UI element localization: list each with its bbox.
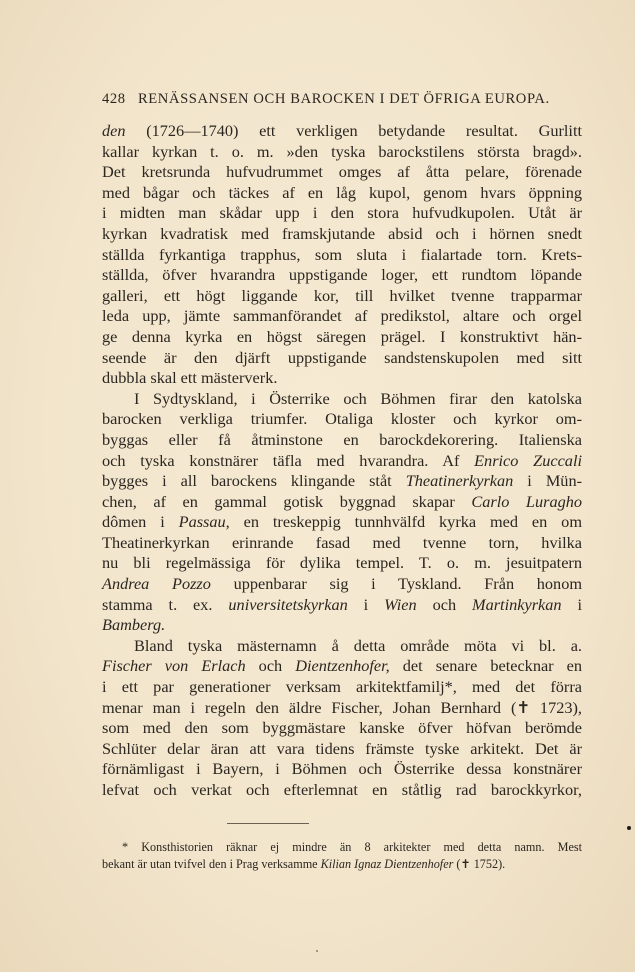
text-line: Theatinerkyrkan erinrande fasad med tvenne torn, hvilka (102, 532, 582, 552)
text-line: seende är den djärft uppstigande sandstenskupolen med sitt (102, 347, 582, 367)
text-line: kallar kyrkan t. o. m. »den tyska barockstilens största bragd». (102, 141, 582, 161)
running-title: RENÄSSANSEN OCH BAROCKEN I DET ÖFRIGA EUROPA. (137, 91, 550, 107)
text-line: förnämligast i Bayern, i Böhmen och Österrike dessa konstnärer (102, 759, 582, 779)
text-line: dômen i Passau, en treskeppig tunnhvälfd kyrka med en om (102, 512, 582, 532)
footnote-divider (227, 823, 309, 824)
text-line: Andrea Pozzo uppenbarar sig i Tyskland. Från honom (102, 574, 582, 594)
text-line: Fischer von Erlach och Dientzenhofer, det senare betecknar en (102, 656, 583, 676)
page-number: 428 (102, 91, 126, 107)
ink-spot-mark (316, 950, 318, 952)
paragraph-start-line: I Sydtyskland, i Österrike och Böhmen firar den katolska (134, 388, 582, 408)
text-line: nu bli regelmässiga för dylika tempel. T. o. m. jesuitpatern (102, 553, 582, 573)
text-line: i ett par generationer verksam arkitektfamilj*, med det förra (102, 677, 582, 697)
text-line: ställda, öfver hvarandra uppstigande loger, ett rundtom löpande (102, 265, 582, 285)
footnote-line: bekant är utan tvifvel den i Prag verksamme Kilian Ignaz Dientzenhofer (✝ 1752). (102, 857, 506, 871)
text-line: dubbla skal ett mästerverk. (102, 368, 278, 388)
ink-spot-mark (627, 826, 631, 830)
text-line: som med den som byggmästare kanske öfver höfvan berömde (102, 718, 582, 738)
footnote (102, 839, 582, 873)
footnote-line: * Konsthistorien räknar ej mindre än 8 arkitekter med detta namn. Mest (122, 840, 582, 854)
text-line: den (1726—1740) ett verkligen betydande resultat. Gurlitt (102, 121, 582, 140)
paragraph-start-line: Bland tyska mästernamn å detta område möta vi bl. a. (134, 635, 582, 655)
text-line: leda upp, jämte sammanförandet af predikstol, altare och orgel (102, 306, 582, 326)
text-line: Schlüter delar äran att vara tidens främste tyske arkitekt. Det är (102, 738, 582, 758)
text-line: kyrkan kvadratisk med framskjutande absid och i hörnen snedt (102, 223, 582, 243)
text-line: med bågar och täckes af en låg kupol, genom hvars öppning (102, 182, 582, 202)
text-line: chen, af en gammal gotisk byggnad skapar Carlo Luragho (102, 491, 583, 511)
text-line: lefvat och verkat och efterlemnat en ståtlig rad barockkyrkor, (102, 780, 582, 799)
text-line: ge denna kyrka en högst säregen prägel. I konstruktivt hän- (102, 326, 582, 346)
running-head (102, 91, 562, 108)
text-line: bygges i all barockens klingande ståt Theatinerkyrkan i Mün- (102, 471, 583, 491)
text-line: Bamberg. (102, 615, 166, 635)
body-text (102, 121, 582, 801)
text-line: byggas eller få åtminstone en barockdekorering. Italienska (102, 429, 582, 449)
text-line: ställda fyrkantiga trapphus, som sluta i fialartade torn. Krets- (102, 244, 582, 264)
text-line: galleri, ett högt liggande kor, till hvilket tvenne trapparmar (102, 285, 582, 305)
text-line: barocken verkliga triumfer. Otaliga kloster och kyrkor om- (102, 409, 582, 429)
text-line: och tyska konstnärer täfla med hvarandra. Af Enrico Zuccali (102, 450, 582, 470)
text-line: Det kretsrunda hufvudrummet omges af åtta pelare, förenade (102, 162, 582, 182)
text-line: stamma t. ex. universitetskyrkan i Wien och Martinkyrkan i (102, 594, 582, 614)
text-line: i midten man skådar upp i den stora hufvudkupolen. Utåt är (102, 203, 582, 223)
text-line: menar man i regeln den äldre Fischer, Johan Bernhard (✝ 1723), (102, 697, 582, 717)
